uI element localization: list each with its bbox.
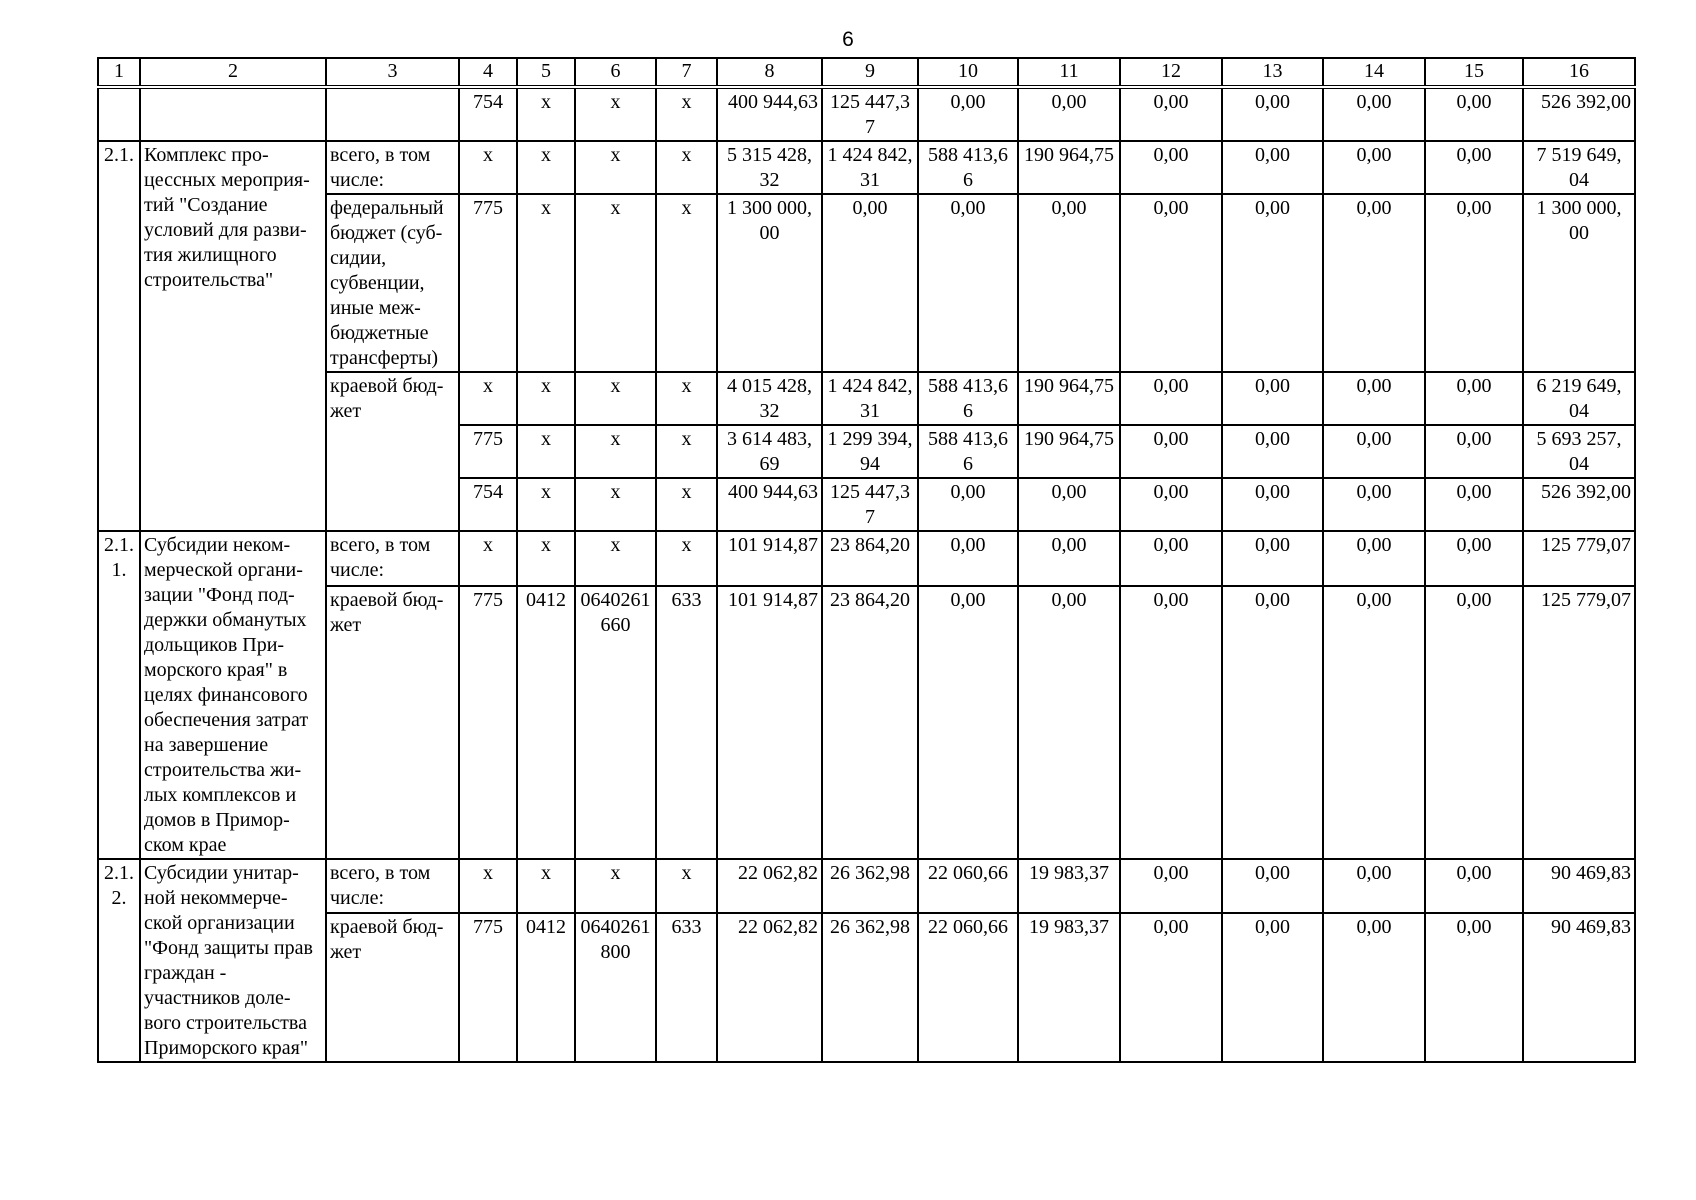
cell-amount: 19 983,37 [1018,913,1120,1062]
cell-amount: 0,00 [1018,531,1120,586]
table-row [98,859,1635,913]
cell-amount: 0,00 [1425,531,1523,586]
cell-amount: 0,00 [1425,478,1523,531]
cell-amount: 0,00 [1120,859,1222,913]
cell-amount: 0,00 [1323,194,1425,372]
cell-amount: 0,00 [918,87,1018,141]
cell-amount: 0,00 [1018,194,1120,372]
cell-amount: 0,00 [1120,87,1222,141]
cell-source: всего, в том числе: [326,141,459,194]
cell-rzpr: x [517,194,575,372]
cell-total: 5 693 257, 04 [1523,425,1635,478]
cell-amount: 400 944,63 [717,87,822,141]
cell-grbs: 775 [459,913,517,1062]
cell-amount: 0,00 [1222,141,1323,194]
cell-total: 90 469,83 [1523,913,1635,1062]
cell-amount: 0,00 [918,194,1018,372]
table-row [98,141,1635,194]
table-row [98,372,1635,425]
cell-amount: 1 299 394, 94 [822,425,918,478]
cell-amount: 26 362,98 [822,913,918,1062]
cell-amount: 0,00 [1120,586,1222,859]
cell-source: всего, в том числе: [326,859,459,913]
cell-vr: x [656,478,717,531]
cell-amount: 0,00 [918,531,1018,586]
cell-amount: 0,00 [1222,425,1323,478]
cell-amount: 400 944,63 [717,478,822,531]
cell-csr: x [575,372,656,425]
cell-amount: 0,00 [1222,531,1323,586]
cell-amount: 0,00 [1018,586,1120,859]
cell-amount: 0,00 [1120,141,1222,194]
cell-rzpr: x [517,478,575,531]
cell-csr: x [575,478,656,531]
cell-csr: 0640261 660 [575,586,656,859]
cell-amount: 0,00 [918,478,1018,531]
cell-total: 526 392,00 [1523,478,1635,531]
cell-amount: 0,00 [1425,859,1523,913]
cell-number: 2.1. 2. [98,859,140,1062]
cell-grbs: x [459,859,517,913]
cell-amount: 0,00 [1323,913,1425,1062]
cell-amount: 0,00 [1222,478,1323,531]
cell-csr: x [575,194,656,372]
cell-amount: 0,00 [1425,913,1523,1062]
column-header: 4 [459,58,517,87]
cell-amount: 0,00 [1222,586,1323,859]
cell-empty [98,87,140,141]
cell-amount: 0,00 [1222,87,1323,141]
column-header: 12 [1120,58,1222,87]
cell-amount: 0,00 [1120,913,1222,1062]
cell-total: 1 300 000, 00 [1523,194,1635,372]
cell-total: 6 219 649, 04 [1523,372,1635,425]
column-header: 15 [1425,58,1523,87]
cell-grbs: x [459,141,517,194]
cell-amount: 0,00 [1120,372,1222,425]
table-row [98,913,1635,1062]
cell-amount: 22 060,66 [918,913,1018,1062]
cell-amount: 0,00 [1425,194,1523,372]
cell-amount: 4 015 428, 32 [717,372,822,425]
cell-rzpr: x [517,87,575,141]
cell-amount: 5 315 428, 32 [717,141,822,194]
cell-amount: 588 413,6 6 [918,141,1018,194]
column-header: 8 [717,58,822,87]
cell-rzpr: 0412 [517,586,575,859]
cell-vr: x [656,372,717,425]
cell-vr: 633 [656,586,717,859]
cell-vr: x [656,531,717,586]
cell-vr: x [656,141,717,194]
cell-amount: 3 614 483, 69 [717,425,822,478]
cell-amount: 1 424 842, 31 [822,141,918,194]
cell-amount: 125 447,3 7 [822,87,918,141]
cell-empty [140,87,326,141]
cell-amount: 0,00 [1323,141,1425,194]
cell-total: 125 779,07 [1523,586,1635,859]
cell-vr: x [656,425,717,478]
cell-amount: 0,00 [1222,372,1323,425]
cell-amount: 0,00 [1323,859,1425,913]
cell-measure-name: Субсидии неком-мерческой органи-зации "Фонд под-держки обманутых дольщиков При-морского края" в целях финансового обеспечения затрат на завершение строительства жи-лых комплексов и домов в Примор-ском крае [140,531,326,859]
cell-grbs: 754 [459,87,517,141]
column-header: 10 [918,58,1018,87]
cell-amount: 0,00 [1425,425,1523,478]
cell-total: 7 519 649, 04 [1523,141,1635,194]
budget-table [97,57,1636,1063]
cell-amount: 190 964,75 [1018,141,1120,194]
cell-source: краевой бюд-жет [326,586,459,859]
cell-measure-name: Субсидии унитар-ной некоммерче-ской организации "Фонд защиты прав граждан - участников доле-вого строительства Приморского края" [140,859,326,1062]
cell-source: краевой бюд-жет [326,372,459,531]
cell-amount: 101 914,87 [717,586,822,859]
table-row [98,586,1635,859]
page-number: 6 [842,28,854,51]
cell-amount: 22 060,66 [918,859,1018,913]
cell-amount: 22 062,82 [717,859,822,913]
cell-amount: 190 964,75 [1018,425,1120,478]
cell-amount: 0,00 [1323,372,1425,425]
cell-amount: 0,00 [822,194,918,372]
cell-amount: 1 424 842, 31 [822,372,918,425]
cell-amount: 190 964,75 [1018,372,1120,425]
cell-amount: 0,00 [1323,425,1425,478]
column-header: 7 [656,58,717,87]
table-row [98,194,1635,372]
cell-vr: x [656,194,717,372]
cell-grbs: x [459,531,517,586]
column-header: 3 [326,58,459,87]
cell-csr: 0640261 800 [575,913,656,1062]
cell-amount: 0,00 [1425,87,1523,141]
cell-grbs: 754 [459,478,517,531]
cell-amount: 1 300 000, 00 [717,194,822,372]
cell-total: 526 392,00 [1523,87,1635,141]
cell-amount: 0,00 [1018,478,1120,531]
column-header: 11 [1018,58,1120,87]
cell-amount: 0,00 [1323,87,1425,141]
cell-rzpr: 0412 [517,913,575,1062]
cell-amount: 0,00 [1323,586,1425,859]
cell-csr: x [575,859,656,913]
cell-amount: 588 413,6 6 [918,425,1018,478]
cell-vr: 633 [656,913,717,1062]
cell-total: 90 469,83 [1523,859,1635,913]
cell-amount: 0,00 [1018,87,1120,141]
cell-amount: 0,00 [1323,478,1425,531]
cell-amount: 0,00 [1222,194,1323,372]
cell-measure-name: Комплекс про-цессных мероприя-тий "Создание условий для разви-тия жилищного строительства" [140,141,326,531]
cell-csr: x [575,531,656,586]
cell-rzpr: x [517,531,575,586]
cell-grbs: x [459,372,517,425]
cell-amount: 0,00 [1425,372,1523,425]
column-header: 13 [1222,58,1323,87]
cell-amount: 23 864,20 [822,586,918,859]
cell-amount: 0,00 [1120,531,1222,586]
column-header: 9 [822,58,918,87]
cell-amount: 0,00 [1425,141,1523,194]
cell-rzpr: x [517,425,575,478]
cell-csr: x [575,87,656,141]
cell-amount: 0,00 [1120,425,1222,478]
cell-rzpr: x [517,372,575,425]
cell-vr: x [656,87,717,141]
column-header: 2 [140,58,326,87]
cell-amount: 101 914,87 [717,531,822,586]
cell-amount: 0,00 [1120,194,1222,372]
cell-grbs: 775 [459,194,517,372]
cell-amount: 0,00 [1222,913,1323,1062]
cell-source: федеральный бюджет (суб-сидии, субвенции, иные меж-бюджетные трансферты) [326,194,459,372]
table-row [98,87,1635,141]
cell-amount: 26 362,98 [822,859,918,913]
cell-amount: 19 983,37 [1018,859,1120,913]
cell-amount: 0,00 [1222,859,1323,913]
column-header: 6 [575,58,656,87]
cell-rzpr: x [517,141,575,194]
cell-number: 2.1. 1. [98,531,140,859]
cell-source: всего, в том числе: [326,531,459,586]
cell-amount: 23 864,20 [822,531,918,586]
cell-csr: x [575,425,656,478]
header-row [98,58,1635,87]
cell-rzpr: x [517,859,575,913]
column-header: 1 [98,58,140,87]
cell-empty [326,87,459,141]
cell-amount: 22 062,82 [717,913,822,1062]
cell-source: краевой бюд-жет [326,913,459,1062]
cell-vr: x [656,859,717,913]
cell-amount: 0,00 [1120,478,1222,531]
cell-number: 2.1. [98,141,140,531]
table-row [98,531,1635,586]
cell-amount: 588 413,6 6 [918,372,1018,425]
cell-amount: 125 447,3 7 [822,478,918,531]
cell-amount: 0,00 [1425,586,1523,859]
cell-csr: x [575,141,656,194]
column-header: 5 [517,58,575,87]
cell-grbs: 775 [459,586,517,859]
column-header: 14 [1323,58,1425,87]
cell-amount: 0,00 [1323,531,1425,586]
cell-total: 125 779,07 [1523,531,1635,586]
column-header: 16 [1523,58,1635,87]
cell-grbs: 775 [459,425,517,478]
cell-amount: 0,00 [918,586,1018,859]
